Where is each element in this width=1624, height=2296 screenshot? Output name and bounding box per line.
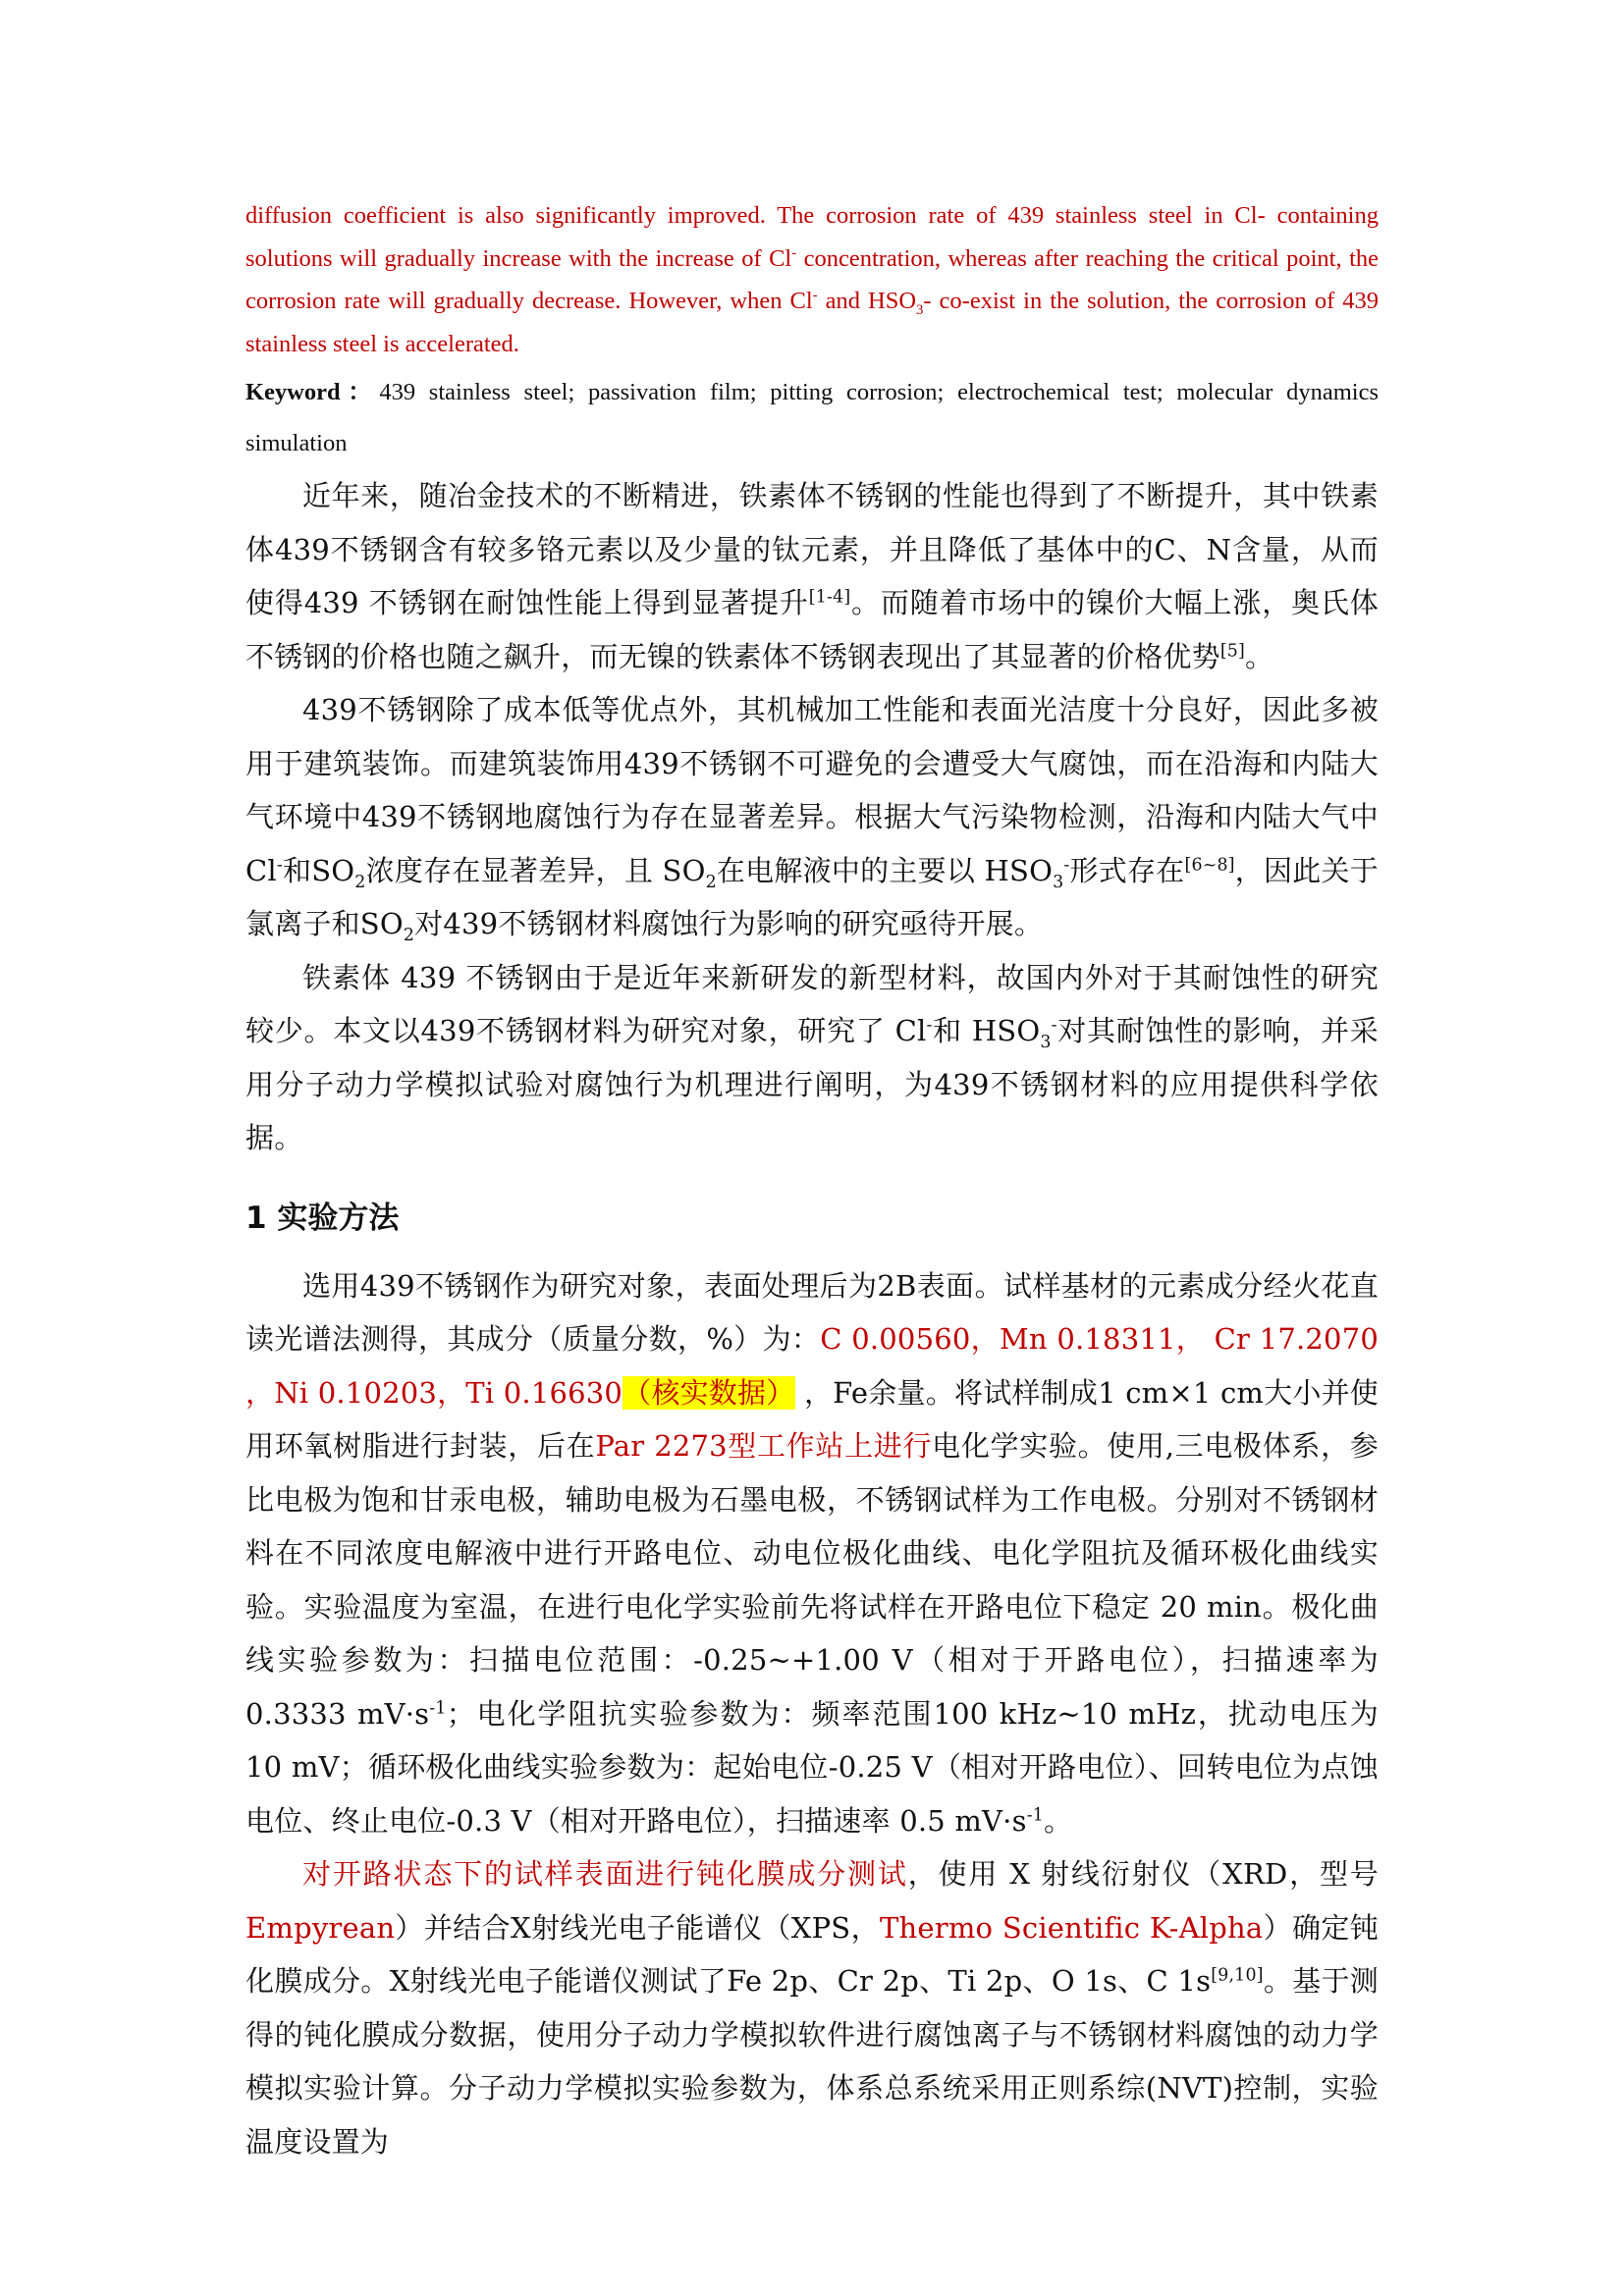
- abstract-line: - co-exist in the solution, the corrosion of: [923, 288, 1335, 314]
- intro-paragraph-2: 439不锈钢除了成本低等优点外，其机械加工性能和表面光洁度十分良好，因此多被用于建筑装饰。而建筑装饰用439不锈钢不可避免的会遭受大气腐蚀，而在沿海和内陆大气环境中439不锈钢地腐蚀行为存在显著差异。根据大气污染物检测，沿海和内陆大气中Cl-和$SO_2$浓度存在显著差异，且 $SO_2$在电解液中的主要以 $HSO_3^-$形式存在[6~8]，因此关于氯离子和$SO_2$对439不锈钢材料腐蚀行为影响的研究亟待开展。: [245, 693, 1379, 945]
- keyword-text: 439 stainless steel; passivation film; pitting corrosion; electrochemical test; molecular dynamics simulation: [245, 379, 1379, 456]
- abstract-line: and HSO: [817, 288, 917, 314]
- intro-paragraph-1: 近年来，随冶金技术的不断精进，铁素体不锈钢的性能也得到了不断提升，其中铁素体439不锈钢含有较多铬元素以及少量的钛元素，并且降低了基体中的C、N含量，从而使得439 不锈钢在耐蚀性能上得到显著提升[1-4]。而随着市场中的镍价大幅上涨，奥氏体不锈钢的价格也随之飙升，而无镍的铁素体不锈钢表现出了其显著的价格优势[5]。: [245, 479, 1379, 673]
- keyword-label: Keyword：: [245, 379, 380, 405]
- superscript: -: [791, 244, 797, 261]
- red-text: Empyrean: [245, 1910, 396, 1945]
- red-text: 对开路状态下的试样表面进行钝化膜成分测试: [302, 1857, 908, 1891]
- abstract-line: solutions will gradually increase with the increase of Cl: [245, 244, 792, 272]
- intro-paragraph-3: 铁素体 439 不锈钢由于是近年来新研发的新型材料，故国内外对于其耐蚀性的研究较少。本文以439不锈钢材料为研究对象，研究了 Cl-和 $HSO_3^-$对其耐蚀性的影响，并采用分子动力学模拟试验对腐蚀行为机理进行阐明，为439不锈钢材料的应用提供科学依据。: [245, 960, 1380, 1154]
- abstract-line: the corrosion rate will gradually decrease. However, when Cl: [245, 244, 1379, 314]
- citation: [5]: [1219, 640, 1246, 661]
- abstract-line: diffusion coefficient is also significantly improved. The corrosion rate of 439 stainless steel in Cl- containing: [245, 202, 1379, 229]
- abstract-line: 439 stainless steel is accelerated.: [245, 288, 1380, 357]
- workstation-text: Par 2273型工作站上进行: [595, 1429, 933, 1463]
- abstract-continuation: [245, 194, 1379, 365]
- keywords: [245, 367, 1379, 469]
- superscript: -: [812, 287, 818, 303]
- methods-paragraph-2: 对开路状态下的试样表面进行钝化膜成分测试，使用 X 射线衍射仪（XRD，型号Empyrean）并结合X射线光电子能谱仪（XPS，Thermo Scientific K-Alpha）确定钝化膜成分。X射线光电子能谱仪测试了Fe 2p、Cr 2p、Ti 2p、O 1s、C 1s[9,10]。基于测得的钝化膜成分数据，使用分子动力学模拟软件进行腐蚀离子与不锈钢材料腐蚀的动力学模拟实验计算。分子动力学模拟实验参数为，体系总系统采用正则系综(NVT)控制，实验温度设置为: [245, 1857, 1379, 2159]
- highlight-note: （核实数据）: [623, 1375, 795, 1410]
- subscript: 3: [916, 301, 924, 318]
- red-text: Thermo Scientific K-Alpha: [880, 1910, 1264, 1945]
- methods-paragraph-1: 选用439不锈钢作为研究对象，表面处理后为2B表面。试样基材的元素成分经火花直读光谱法测得，其成分（质量分数，%）为：C 0.00560，Mn 0.18311， Cr 17.2070 ，Ni 0.10203，Ti 0.16630（核实数据） ，Fe余量。将试样制成1 cm×1 cm大小并使用环氧树脂进行封装，后在Par 2273型工作站上进行电化学实验。使用,三电极体系，参比电极为饱和甘汞电极，辅助电极为石墨电极，不锈钢试样为工作电极。分别对不锈钢材料在不同浓度电解液中进行开路电位、动电位极化曲线、电化学阻抗及循环极化曲线实验。实验温度为室温，在进行电化学实验前先将试样在开路电位下稳定 20 min。极化曲线实验参数为：扫描电位范围：-0.25~+1.00 V（相对于开路电位），扫描速率为0.3333 $mV\cdot s^{-1}$；电化学阻抗实验参数为：频率范围100 kHz~10 mHz，扰动电压为 10 mV；循环极化曲线实验参数为：起始电位-0.25 V（相对开路电位）、回转电位为点蚀电位、终止电位-0.3 V（相对开路电位），扫描速率 0.5 $mV\cdot s^{-1}$。: [245, 1268, 1380, 1838]
- page-content: [245, 194, 1379, 2168]
- citation: [1-4]: [808, 587, 851, 608]
- section-heading: 1 实验方法: [245, 1200, 400, 1236]
- citation: [9,10]: [1211, 1965, 1264, 1986]
- composition-values: C 0.00560，Mn 0.18311， Cr 17.2070 ，Ni 0.10203，Ti 0.16630: [245, 1322, 1379, 1410]
- citation: [6~8]: [1184, 854, 1235, 875]
- abstract-line: concentration, whereas after reaching the critical point,: [796, 244, 1342, 272]
